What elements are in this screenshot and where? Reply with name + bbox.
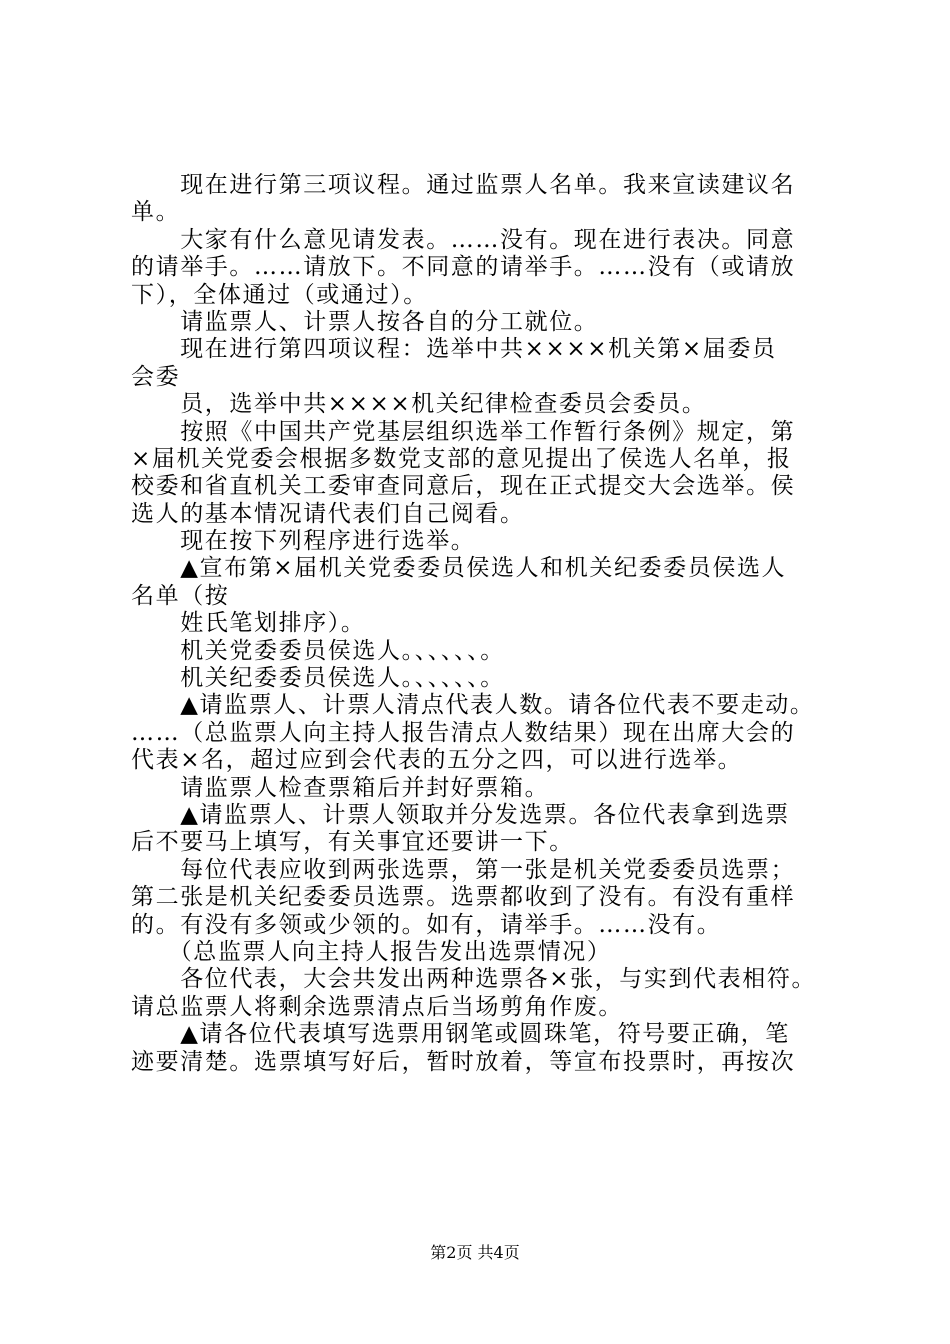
- text-line: 各位代表，大会共发出两种选票各×张，与实到代表相符。: [131, 966, 817, 993]
- text-line: 第二张是机关纪委委员选票。选票都收到了没有。有没有重样: [131, 884, 796, 911]
- text-line: 请监票人检查票箱后并封好票箱。: [131, 774, 550, 801]
- text-line: 下），全体通过（或通过）。: [131, 281, 428, 308]
- text-line: 校委和省直机关工委审查同意后，现在正式提交大会选举。侯: [131, 473, 796, 500]
- text-line: 代表×名，超过应到会代表的五分之四，可以进行选举。: [131, 747, 743, 774]
- text-line: 员，选举中共××××机关纪律检查委员会委员。: [131, 391, 707, 418]
- text-line: 单。: [131, 199, 181, 226]
- text-line: 现在进行第四项议程：选举中共××××机关第×届委员: [131, 336, 777, 363]
- text-line: ……（总监票人向主持人报告清点人数结果）现在出席大会的: [131, 719, 796, 746]
- text-line: 姓氏笔划排序）。: [131, 610, 366, 637]
- text-line: 机关党委委员侯选人。、、、、、。: [131, 637, 505, 664]
- text-line: ▲宣布第×届机关党委委员侯选人和机关纪委委员侯选人: [131, 555, 787, 582]
- text-line: 按照《中国共产党基层组织选举工作暂行条例》规定，第: [131, 418, 796, 445]
- text-line: （总监票人向主持人报告发出选票情况）: [131, 938, 612, 965]
- text-line: ▲请各位代表填写选票用钢笔或圆珠笔，符号要正确，笔: [131, 1021, 790, 1048]
- text-line: 机关纪委委员侯选人。、、、、、。: [131, 665, 505, 692]
- page-footer: [0, 1243, 950, 1263]
- text-line: 现在按下列程序进行选举。: [131, 528, 476, 555]
- text-line: 名单（按: [131, 582, 230, 609]
- text-line: 迹要清楚。选票填写好后，暂时放着，等宣布投票时，再按次: [131, 1048, 796, 1075]
- text-line: ×届机关党委会根据多数党支部的意见提出了侯选人名单，报: [131, 445, 792, 472]
- text-line: 大家有什么意见请发表。……没有。现在进行表决。同意: [131, 226, 796, 253]
- text-line: 后不要马上填写，有关事宜还要讲一下。: [131, 829, 574, 856]
- page-number: 第2页 共4页: [430, 1243, 520, 1262]
- text-line: ▲请监票人、计票人清点代表人数。请各位代表不要走动。: [131, 692, 815, 719]
- text-line: ▲请监票人、计票人领取并分发选票。各位代表拿到选票: [131, 801, 790, 828]
- text-line: 选人的基本情况请代表们自己阅看。: [131, 500, 525, 527]
- text-line: 会委: [131, 363, 181, 390]
- text-line: 的请举手。……请放下。不同意的请举手。……没有（或请放: [131, 254, 796, 281]
- text-line: 请监票人、计票人按各自的分工就位。: [131, 308, 599, 335]
- text-line: 请总监票人将剩余选票清点后当场剪角作废。: [131, 993, 623, 1020]
- text-line: 现在进行第三项议程。通过监票人名单。我来宣读建议名: [131, 172, 796, 198]
- document-body: [131, 172, 836, 1076]
- text-line: 的。有没有多领或少领的。如有，请举手。……没有。: [131, 911, 722, 938]
- text-line: 每位代表应收到两张选票，第一张是机关党委委员选票；: [131, 856, 796, 883]
